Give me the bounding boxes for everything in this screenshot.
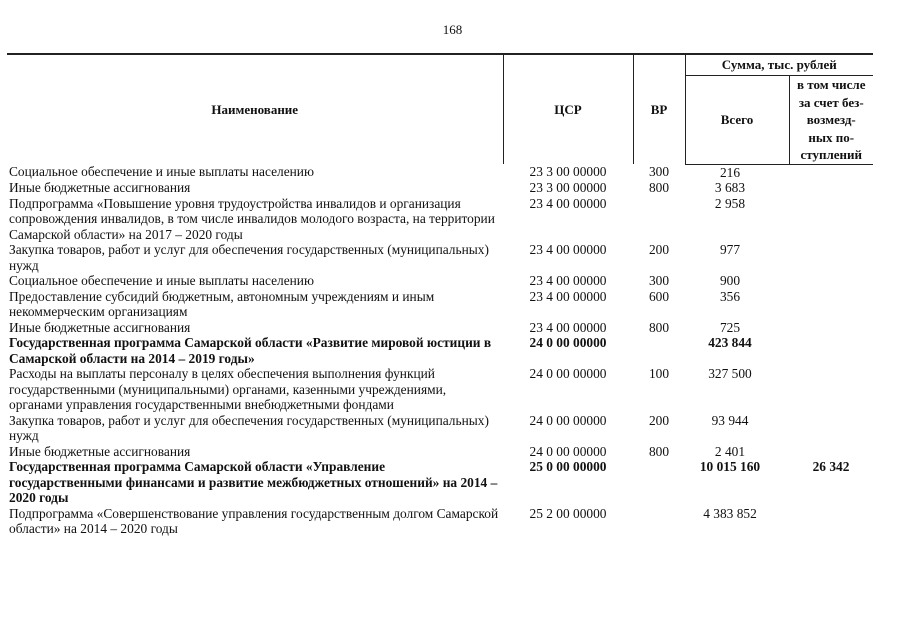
cell-free <box>789 506 873 537</box>
table-row <box>7 506 873 537</box>
cell-free <box>789 366 873 413</box>
cell-vr: 200 <box>648 412 670 428</box>
cell-name: Предоставление субсидий бюджетным, автономным учреждениям и иным некоммерческим организациям <box>9 288 435 319</box>
cell-free <box>789 242 873 273</box>
table-row <box>7 196 873 243</box>
table-row <box>7 413 873 444</box>
header-total: Всего <box>685 76 789 165</box>
cell-vr <box>633 196 685 243</box>
cell-csr: 24 0 00 00000 <box>529 412 607 428</box>
cell-vr <box>633 335 685 366</box>
cell-csr: 24 0 00 00000 <box>529 366 607 381</box>
table-row <box>7 180 873 196</box>
cell-free <box>789 273 873 289</box>
cell-total: 2 401 <box>714 443 746 459</box>
table-row <box>7 366 873 413</box>
table-row <box>7 320 873 336</box>
cell-vr <box>633 459 685 506</box>
cell-vr: 800 <box>648 180 670 195</box>
cell-name: Расходы на выплаты персоналу в целях обеспечения выполнения функций государственными (муниципальными) органами, казенными учреждениями, органами управления государственными внебюджетными фондами <box>9 366 447 412</box>
table-body <box>7 164 873 537</box>
cell-free <box>789 444 873 460</box>
cell-vr: 200 <box>648 242 670 257</box>
cell-total: 356 <box>719 288 741 304</box>
cell-total: 10 015 160 <box>699 459 761 474</box>
cell-csr: 23 4 00 00000 <box>529 242 607 257</box>
cell-csr: 24 0 00 00000 <box>529 335 607 350</box>
cell-csr: 25 2 00 00000 <box>529 505 607 521</box>
table-row <box>7 444 873 460</box>
header-csr: ЦСР <box>503 54 633 164</box>
cell-csr: 23 4 00 00000 <box>529 319 607 335</box>
table-row <box>7 164 873 180</box>
cell-name: Подпрограмма «Повышение уровня трудоустройства инвалидов и организация сопровождения инвалидов, в том числе инвалидов молодого возраста, на территории Самарской области» на 2017 – 2020 годы <box>9 195 495 242</box>
header-sum-group: Сумма, тыс. рублей <box>685 54 873 76</box>
table-row <box>7 459 873 506</box>
cell-free <box>789 196 873 243</box>
cell-vr: 300 <box>648 164 670 179</box>
cell-vr: 800 <box>648 443 670 459</box>
cell-free: 26 342 <box>812 459 850 474</box>
cell-csr: 23 3 00 00000 <box>529 180 607 195</box>
cell-vr: 100 <box>648 366 670 381</box>
cell-name: Закупка товаров, работ и услуг для обеспечения государственных (муниципальных) нужд <box>9 412 489 443</box>
cell-total: 2 958 <box>714 195 746 211</box>
cell-vr <box>633 506 685 537</box>
cell-total: 93 944 <box>711 412 749 428</box>
cell-name: Социальное обеспечение и иные выплаты населению <box>9 164 314 179</box>
cell-csr: 23 4 00 00000 <box>529 273 607 288</box>
cell-total: 4 383 852 <box>703 505 757 521</box>
cell-vr: 800 <box>648 319 670 335</box>
header-name: Наименование <box>7 54 503 164</box>
cell-free <box>789 180 873 196</box>
cell-vr: 600 <box>648 288 670 304</box>
cell-csr: 24 0 00 00000 <box>529 443 607 459</box>
cell-name: Подпрограмма «Совершенствование управления государственным долгом Самарской области» на 2014 – 2020 годы <box>9 505 499 536</box>
cell-csr: 25 0 00 00000 <box>529 459 607 474</box>
budget-table <box>7 53 873 537</box>
table-row <box>7 335 873 366</box>
cell-total: 725 <box>719 319 741 335</box>
cell-name: Социальное обеспечение и иные выплаты населению <box>9 273 314 288</box>
cell-total: 216 <box>719 164 741 180</box>
cell-csr: 23 4 00 00000 <box>529 288 607 304</box>
cell-name: Иные бюджетные ассигнования <box>9 319 191 335</box>
cell-name: Государственная программа Самарской области «Развитие мировой юстиции в Самарской области на 2014 – 2019 годы» <box>9 335 492 366</box>
table-header <box>7 54 873 164</box>
table-row <box>7 289 873 320</box>
cell-name: Иные бюджетные ассигнования <box>9 180 191 195</box>
cell-name: Закупка товаров, работ и услуг для обеспечения государственных (муниципальных) нужд <box>9 242 489 273</box>
cell-vr: 300 <box>648 273 670 288</box>
cell-csr: 23 3 00 00000 <box>529 164 607 179</box>
table-row <box>7 273 873 289</box>
header-vr: ВР <box>633 54 685 164</box>
cell-total: 3 683 <box>714 180 746 195</box>
page-number: 168 <box>442 22 463 37</box>
cell-free <box>789 320 873 336</box>
table-row <box>7 242 873 273</box>
cell-name: Государственная программа Самарской области «Управление государственными финансами и развитие межбюджетных отношений» на 2014 – 2020 годы <box>9 459 498 505</box>
cell-csr: 23 4 00 00000 <box>529 195 607 211</box>
cell-total: 900 <box>719 273 741 288</box>
cell-free <box>789 289 873 320</box>
cell-free <box>789 335 873 366</box>
cell-total: 327 500 <box>708 366 752 381</box>
cell-name: Иные бюджетные ассигнования <box>9 443 191 459</box>
cell-total: 423 844 <box>708 335 752 350</box>
cell-free <box>789 164 873 180</box>
cell-total: 977 <box>719 242 741 257</box>
cell-free <box>789 413 873 444</box>
header-free: в том числе за счет без- возмезд- ных по- ступлений <box>789 76 873 165</box>
